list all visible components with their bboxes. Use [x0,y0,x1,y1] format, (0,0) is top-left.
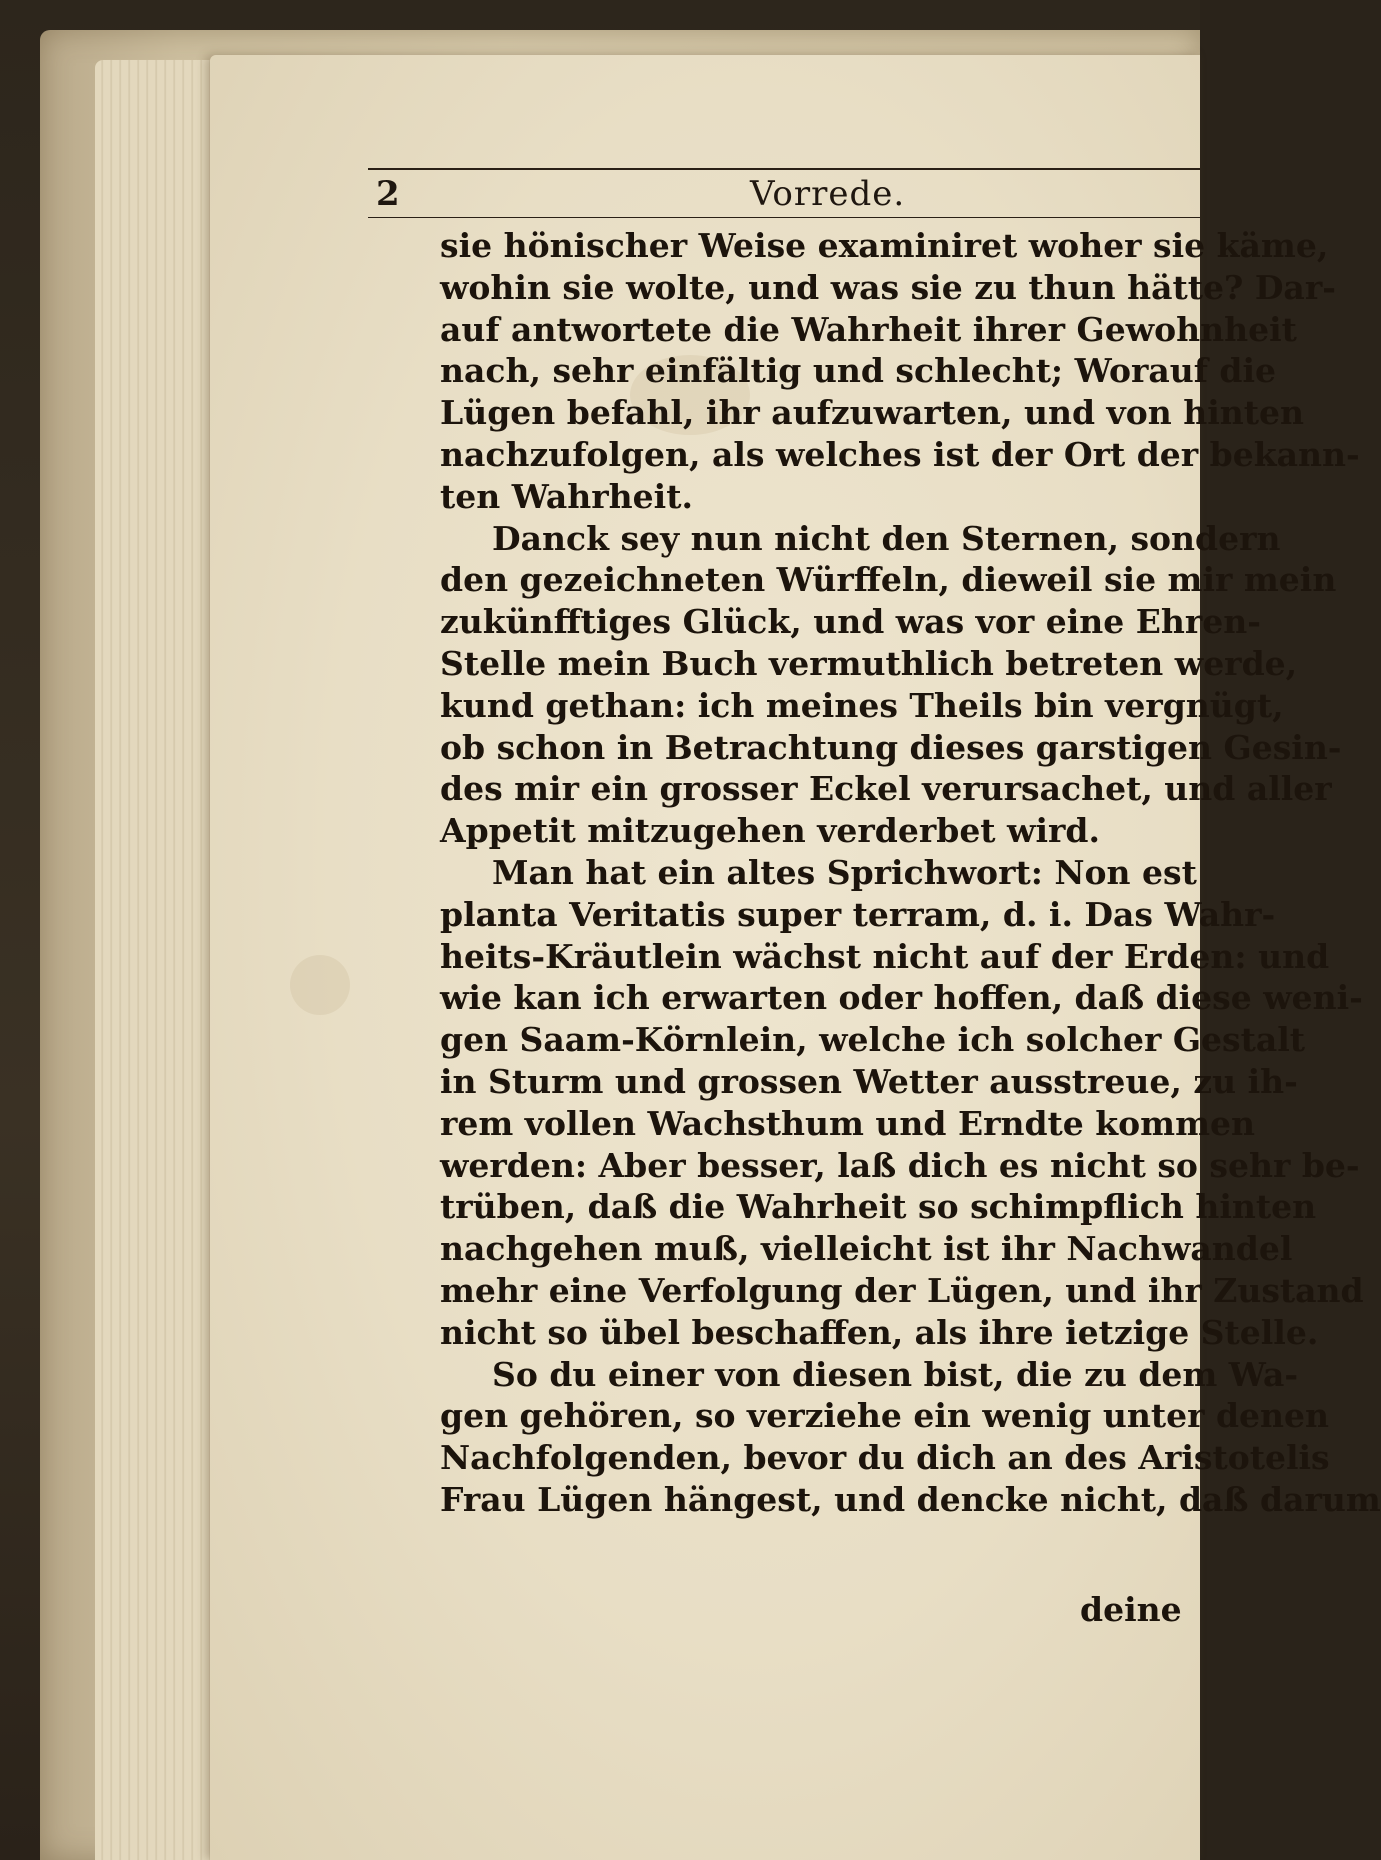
text-line: Lügen befahl, ihr aufzuwarten, und von hinten [440,393,1304,433]
body-text [440,225,1381,1521]
text-line: Appetit mitzugehen verderbet wird. [440,811,1100,851]
text-line: mehr eine Verfolgung der Lügen, und ihr Zustand [440,1270,1364,1310]
page-number: 2 [376,174,400,214]
text-line: gen Saam-Körnlein, welche ich solcher Gestalt [440,1020,1306,1060]
header-rule-bottom [368,217,1200,218]
text-line: Nachfolgenden, bevor du dich an des Aristotelis [440,1438,1330,1478]
text-line: Frau Lügen hängest, und dencke nicht, daß darum [440,1479,1381,1519]
text-line: nicht so übel beschaffen, als ihre ietzige Stelle. [440,1312,1319,1352]
text-line: des mir ein grosser Eckel verursachet, und aller [440,769,1332,809]
text-line: sie hönischer Weise examiniret woher sie käme, [440,226,1329,265]
text-line: ob schon in Betrachtung dieses garstigen Gesin- [440,727,1342,767]
text-line: Man hat ein altes Sprichwort: Non est [492,852,1197,892]
text-line: den gezeichneten Würffeln, dieweil sie mir mein [440,560,1337,600]
text-line: in Sturm und grossen Wetter ausstreue, zu ih- [440,1061,1298,1101]
text-line: nachgehen muß, vielleicht ist ihr Nachwandel [440,1229,1293,1269]
running-head: Vorrede. [750,174,906,214]
text-line: ten Wahrheit. [440,476,693,516]
page-header [370,172,1200,216]
text-line: auf antwortete die Wahrheit ihrer Gewohnheit [440,309,1297,349]
text-line: heits-Kräutlein wächst nicht auf der Erden: und [440,936,1330,976]
text-line: nachzufolgen, als welches ist der Ort der bekann- [440,434,1360,474]
text-line: Stelle mein Buch vermuthlich betreten werde, [440,643,1298,683]
paper-stain [290,955,350,1015]
text-line: zukünfftiges Glück, und was vor eine Ehren- [440,602,1261,642]
text-line: Danck sey nun nicht den Sternen, sondern [492,518,1281,558]
text-line: planta Veritatis super terram, d. i. Das Wahr- [440,894,1276,934]
header-rule-top [368,168,1200,170]
text-line: wohin sie wolte, und was sie zu thun hätte? Dar- [440,267,1336,307]
text-line: gen gehören, so verziehe ein wenig unter denen [440,1396,1330,1436]
text-line: rem vollen Wachsthum und Erndte kommen [440,1103,1255,1143]
text-line: trüben, daß die Wahrheit so schimpflich hinten [440,1187,1317,1227]
catchword: deine [1080,1590,1182,1629]
text-line: wie kan ich erwarten oder hoffen, daß diese weni- [440,978,1363,1018]
text-line: So du einer von diesen bist, die zu dem Wa- [492,1354,1299,1394]
text-line: werden: Aber besser, laß dich es nicht so sehr be- [440,1145,1360,1185]
text-line: kund gethan: ich meines Theils bin vergnügt, [440,685,1284,725]
text-line: nach, sehr einfältig und schlecht; Worauf die [440,351,1277,391]
